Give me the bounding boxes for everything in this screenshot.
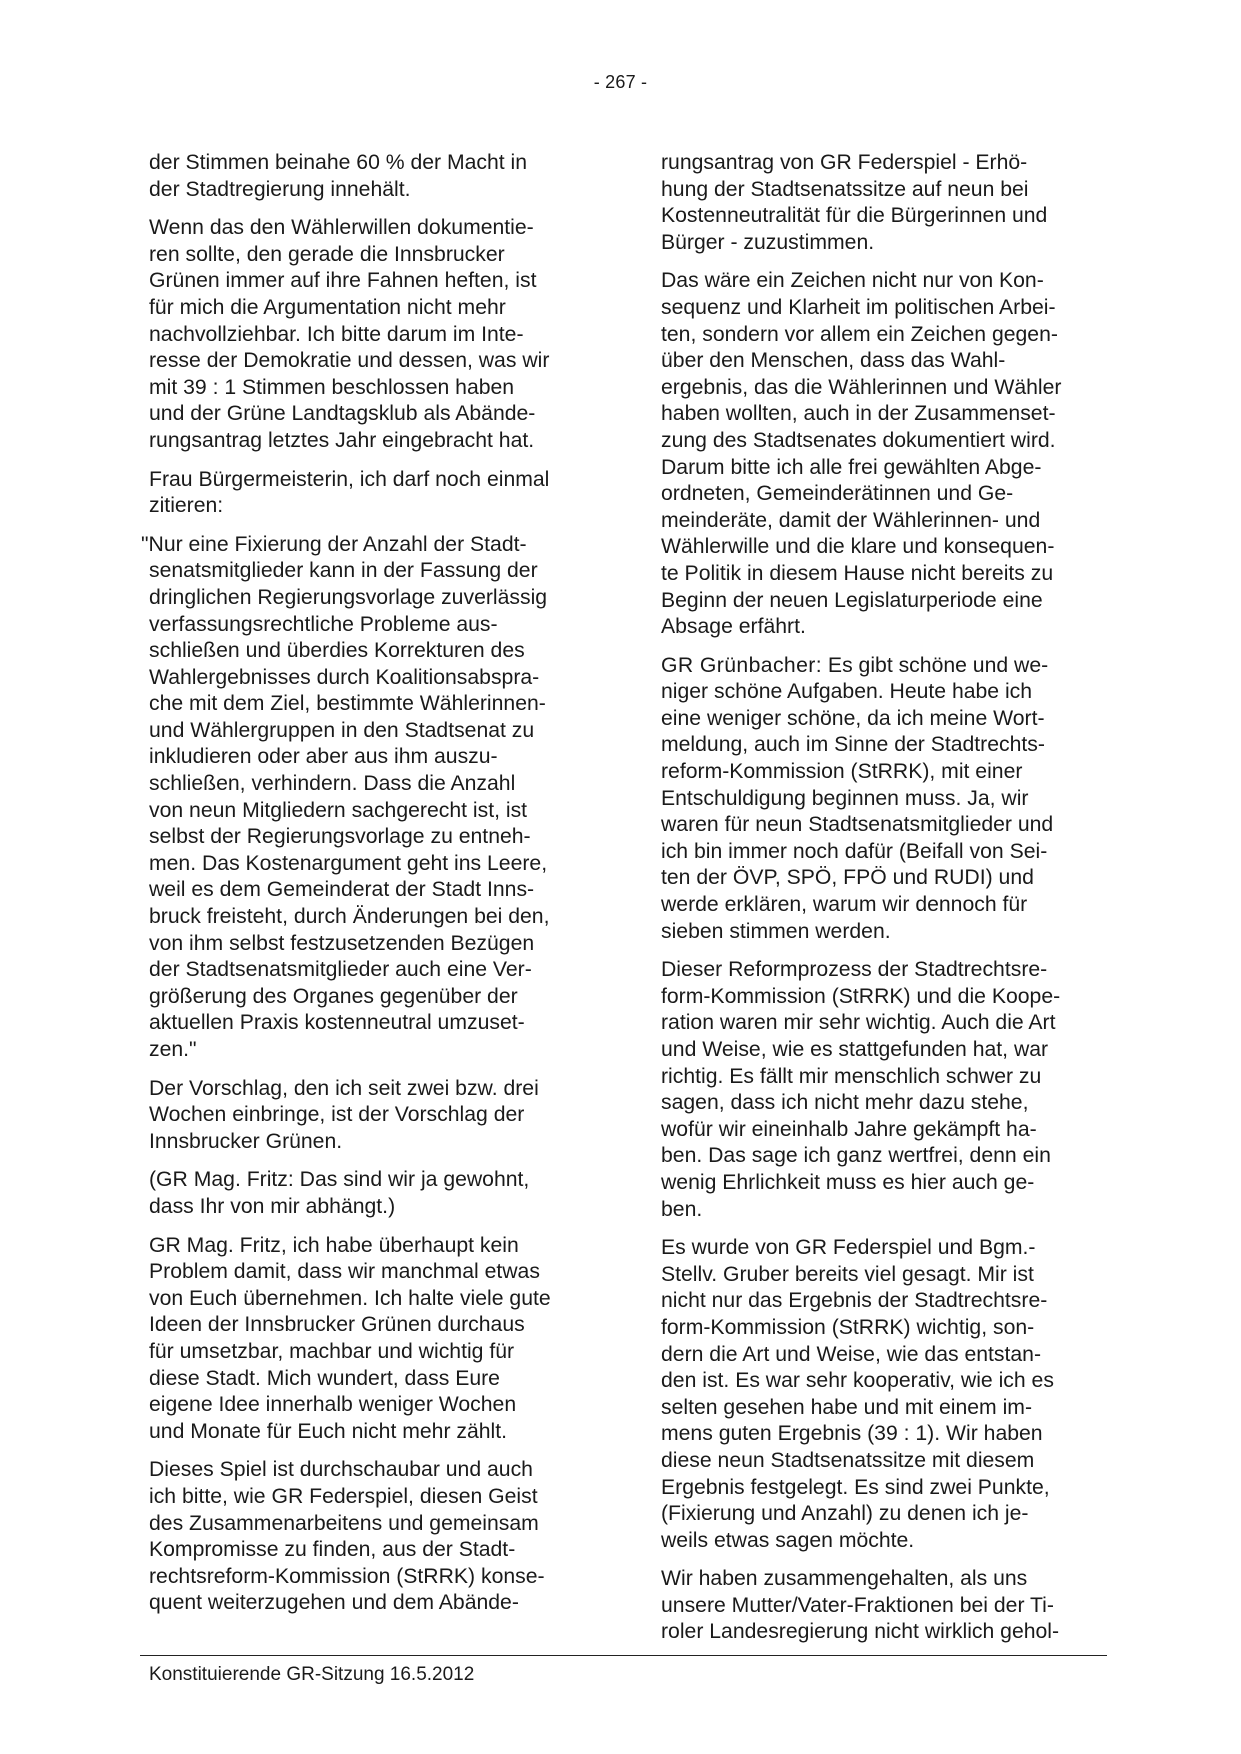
interjection-paragraph: (GR Mag. Fritz: Das sind wir ja gewohnt, dass Ihr von mir abhängt.) xyxy=(149,1168,530,1218)
quoted-paragraph: "Nur eine Fixierung der Anzahl der Stadt- senatsmitglieder kann in der Fassung der dringlichen Regierungsvorlage zuverlässig verfassungsrechtliche Probleme aus- schließen und überdies Korrekturen des Wahlergebnisses durch Koalitionsabspra- che mit dem Ziel, bestimmte Wählerinnen- und Wählergruppen in den Stadtsenat zu inkludieren oder aber aus ihm auszu- schließen, verhindern. Dass die Anzahl von neun Mitgliedern sachgerecht ist, ist selbst der Regierungsvorlage zu entneh- men. Das Kostenargument geht ins Leere, weil es dem Gemeinderat der Stadt Inns- bruck freisteht, durch Änderungen bei den, von ihm selbst festzusetzenden Bezügen der Stadtsenatsmitglieder auch eine Ver- größerung des Organes gegenüber der aktuellen Praxis kostenneutral umzuset- zen." xyxy=(141,532,550,1061)
footer-divider xyxy=(140,1655,1107,1656)
speech-text: Es gibt schöne und we- niger schöne Aufgaben. Heute habe ich eine weniger schöne, da ich meine Wort- meldung, auch im Sinne der Stadtrechts- reform-Kommission (StRRK), mit einer Entschuldigung beginnen muss. Ja, wir waren für neun Stadtsenatsmitglieder und ich bin immer noch dafür (Beifall von Sei- ten der ÖVP, SPÖ, FPÖ und RUDI) und werde erklären, warum wir dennoch für sieben stimmen werden. xyxy=(661,653,1054,943)
paragraph: Es wurde von GR Federspiel und Bgm.- Stellv. Gruber bereits viel gesagt. Mir ist nicht nur das Ergebnis der Stadtrechtsre- form-Kommission (StRRK) wichtig, son- dern die Art und Weise, wie das entstan- den ist. Es war sehr kooperativ, wie ich es selten gesehen habe und mit einem im- mens guten Ergebnis (39 : 1). Wir haben diese neun Stadtsenatssitze mit diesem Ergebnis festgelegt. Es sind zwei Punkte, (Fixierung und Anzahl) zu denen ich je- weils etwas sagen möchte. xyxy=(661,1236,1054,1552)
paragraph: rungsantrag von GR Federspiel - Erhö- hung der Stadtsenatssitze auf neun bei Kostenneutralität für die Bürgerinnen und Bürger - zuzustimmen. xyxy=(661,151,1048,254)
paragraph: Das wäre ein Zeichen nicht nur von Kon- sequenz und Klarheit im politischen Arbei- ten, sondern vor allem ein Zeichen gegen- über den Menschen, dass das Wahl- ergebnis, das die Wählerinnen und Wähler haben wollten, auch in der Zusammenset- zung des Stadtsenates dokumentiert wird. Darum bitte ich alle frei gewählten Abge- ordneten, Gemeinderätinnen und Ge- meinderäte, damit der Wählerinnen- und Wählerwille und die klare und konsequen- te Politik in diesem Hause nicht bereits zu Beginn der neuen Legislaturperiode eine Absage erfährt. xyxy=(661,269,1062,639)
right-column xyxy=(661,150,1106,1658)
footer-text: Konstituierende GR-Sitzung 16.5.2012 xyxy=(149,1664,475,1685)
paragraph: Frau Bürgermeisterin, ich darf noch einmal zitieren: xyxy=(149,467,550,518)
speaker-name: GR Grünbacher: xyxy=(661,653,823,677)
page-number: - 267 - xyxy=(593,72,648,92)
paragraph: der Stimmen beinahe 60 % der Macht in der Stadtregierung innehält. xyxy=(149,151,528,201)
paragraph: GR Mag. Fritz, ich habe überhaupt kein Problem damit, dass wir manchmal etwas von Euch übernehmen. Ich halte viele gute Ideen der Innsbrucker Grünen durchaus für umsetzbar, machbar und wichtig für diese Stadt. Mich wundert, dass Eure eigene Idee innerhalb weniger Wochen und Monate für Euch nicht mehr zählt. xyxy=(149,1233,551,1443)
paragraph: Dieses Spiel ist durchschaubar und auch ich bitte, wie GR Federspiel, diesen Geist des Zusammenarbeitens und gemeinsam Kompromisse zu finden, aus der Stadt- rechtsreform-Kommission (StRRK) konse- quent weiterzugehen und dem Abände- xyxy=(149,1458,545,1615)
paragraph: Wenn das den Wählerwillen dokumentie- ren sollte, den gerade die Innsbrucker Grünen immer auf ihre Fahnen heften, ist für mich die Argumentation nicht mehr nachvollziehbar. Ich bitte darum im Inte- resse der Demokratie und dessen, was wir mit 39 : 1 Stimmen beschlossen haben und der Grüne Landtagsklub als Abände- rungsantrag letztes Jahr eingebracht hat. xyxy=(149,216,550,452)
speech-paragraph xyxy=(661,653,1106,946)
paragraph: Der Vorschlag, den ich seit zwei bzw. drei Wochen einbringe, ist der Vorschlag der Innsbrucker Grünen. xyxy=(149,1076,539,1153)
paragraph: Wir haben zusammengehalten, als uns unsere Mutter/Vater-Fraktionen bei der Ti- roler Landesregierung nicht wirklich gehol- xyxy=(661,1567,1060,1644)
left-column xyxy=(141,150,594,1629)
paragraph: Dieser Reformprozess der Stadtrechtsre- form-Kommission (StRRK) und die Koope- ration waren mir sehr wichtig. Auch die Art und Weise, wie es stattgefunden hat, war richtig. Es fällt mir menschlich schwer zu sagen, dass ich nicht mehr dazu stehe, wofür wir eineinhalb Jahre gekämpft ha- ben. Das sage ich ganz wertfrei, denn ein wenig Ehrlichkeit muss es hier auch ge- ben. xyxy=(661,958,1061,1221)
